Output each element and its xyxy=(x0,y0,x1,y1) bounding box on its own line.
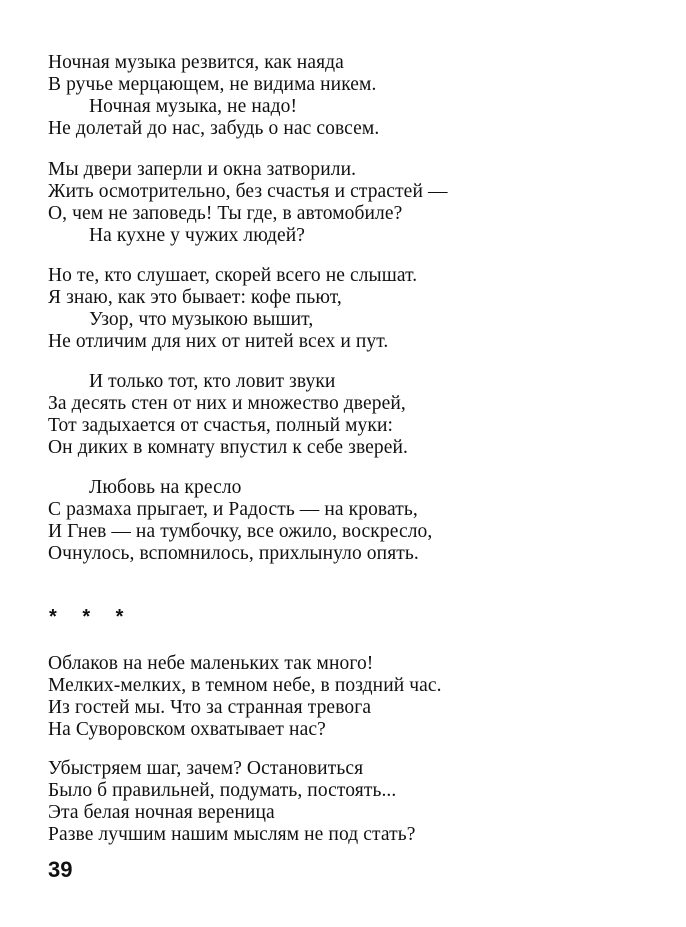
poem-line: Из гостей мы. Что за странная тревога xyxy=(48,697,372,718)
poem-line: Не долетай до нас, забудь о нас совсем. xyxy=(48,118,380,139)
poem-line: Не отличим для них от нитей всех и пут. xyxy=(48,331,389,352)
poem-line: Эта белая ночная вереница xyxy=(48,802,275,823)
poem-line: О, чем не заповедь! Ты где, в автомобиле? xyxy=(48,203,403,224)
poem-line: Он диких в комнату впустил к себе зверей. xyxy=(48,437,409,458)
poem-line: В ручье мерцающем, не видима никем. xyxy=(48,74,377,95)
poem-line: Но те, кто слушает, скорей всего не слышат. xyxy=(48,265,418,286)
poem-line: Разве лучшим нашим мыслям не под стать? xyxy=(48,824,416,845)
poem-line: Узор, что музыкою вышит, xyxy=(89,309,314,330)
poem-line: Мы двери заперли и окна затворили. xyxy=(48,159,357,180)
poem-line: Тот задыхается от счастья, полный муки: xyxy=(48,415,394,436)
poem-line: Жить осмотрительно, без счастья и страстей — xyxy=(48,181,448,202)
section-separator: * * * xyxy=(49,606,134,628)
poem-line: Облаков на небе маленьких так много! xyxy=(48,653,374,674)
poem-line: Ночная музыка резвится, как наяда xyxy=(48,52,344,73)
poem-line: Убыстряем шаг, зачем? Остановиться xyxy=(48,758,364,779)
poem-line: Любовь на кресло xyxy=(89,477,242,498)
poem-line: Мелких-мелких, в темном небе, в поздний час. xyxy=(48,675,442,696)
poem-line: Я знаю, как это бывает: кофе пьют, xyxy=(48,287,342,308)
poem-line: И Гнев — на тумбочку, все ожило, воскресло, xyxy=(48,521,433,542)
page-number: 39 xyxy=(48,857,73,882)
poem-line: Было б правильней, подумать, постоять... xyxy=(48,780,397,801)
poem-line: Ночная музыка, не надо! xyxy=(89,96,298,117)
poem-line: На кухне у чужих людей? xyxy=(89,225,306,246)
poem-line: И только тот, кто ловит звуки xyxy=(89,371,336,392)
poem-line: На Суворовском охватывает нас? xyxy=(48,719,326,740)
poem-line: С размаха прыгает, и Радость — на кровать, xyxy=(48,499,418,520)
poem-line: Очнулось, вспомнилось, прихлынуло опять. xyxy=(48,543,419,564)
poem-line: За десять стен от них и множество дверей, xyxy=(48,393,406,414)
